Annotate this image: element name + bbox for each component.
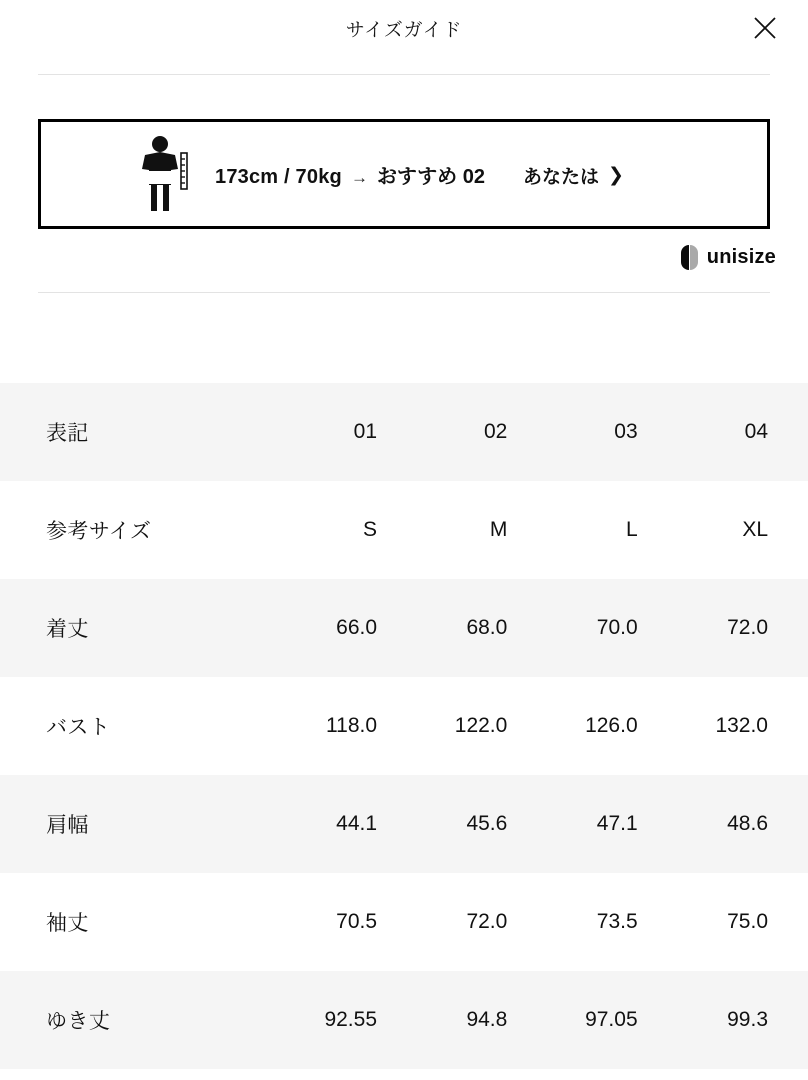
row-label: 着丈 xyxy=(46,618,89,641)
recommendation-text xyxy=(215,160,624,189)
user-measurement: 173cm / 70kg xyxy=(215,165,342,188)
table-row xyxy=(0,383,808,481)
your-size-link[interactable] xyxy=(523,162,624,189)
chevron-right-icon: ❯ xyxy=(607,164,624,186)
cell-value: 97.05 xyxy=(585,1008,638,1031)
modal-header xyxy=(0,0,808,56)
cell-value: M xyxy=(489,518,508,541)
cell-value: 132.0 xyxy=(715,714,768,737)
cell-value: 44.1 xyxy=(336,812,378,835)
cell-value: 47.1 xyxy=(596,812,638,835)
table-row xyxy=(0,579,808,677)
brand-name: unisize xyxy=(706,246,776,268)
cell-value: 70.5 xyxy=(336,910,378,933)
cell-value: 72.0 xyxy=(727,616,768,639)
cell-value: 68.0 xyxy=(466,616,508,639)
close-icon[interactable] xyxy=(748,11,782,45)
row-label: 参考サイズ xyxy=(46,520,152,543)
table-row xyxy=(0,971,808,1069)
recommendation-banner[interactable] xyxy=(38,119,770,229)
cell-value: 99.3 xyxy=(727,1008,768,1031)
cell-value: 92.55 xyxy=(324,1008,378,1031)
cell-value: S xyxy=(363,518,378,541)
cell-value: 73.5 xyxy=(596,910,638,933)
table-row xyxy=(0,481,808,579)
cell-value: 04 xyxy=(744,420,768,443)
cell-value: 48.6 xyxy=(727,812,768,835)
cell-value: 126.0 xyxy=(585,714,638,737)
cell-value: 66.0 xyxy=(336,616,378,639)
your-size-label: あなたは xyxy=(522,166,599,188)
person-measure-icon xyxy=(137,135,193,213)
row-label: ゆき丈 xyxy=(46,1010,111,1033)
header-divider xyxy=(38,74,770,75)
row-label: バスト xyxy=(46,716,111,739)
arrow-icon: → xyxy=(350,167,368,187)
table-row xyxy=(0,775,808,873)
cell-value: 03 xyxy=(614,420,638,443)
cell-value: 45.6 xyxy=(466,812,508,835)
cell-value: 75.0 xyxy=(727,910,768,933)
row-label: 表記 xyxy=(46,422,89,445)
cell-value: XL xyxy=(742,518,768,541)
row-label: 袖丈 xyxy=(46,912,89,935)
unisize-shield-icon xyxy=(681,245,698,270)
cell-value: 01 xyxy=(353,420,378,443)
table-row xyxy=(0,873,808,971)
cell-value: L xyxy=(625,518,638,541)
brand-row xyxy=(0,245,808,270)
page-title: サイズガイド xyxy=(345,19,463,41)
cell-value: 02 xyxy=(483,420,508,443)
cell-value: 72.0 xyxy=(466,910,508,933)
cell-value: 118.0 xyxy=(326,714,378,737)
cell-value: 94.8 xyxy=(466,1008,508,1031)
cell-value: 122.0 xyxy=(454,714,508,737)
row-label: 肩幅 xyxy=(46,814,89,837)
table-row xyxy=(0,677,808,775)
cell-value: 70.0 xyxy=(596,616,638,639)
size-table xyxy=(0,383,808,1069)
section-divider xyxy=(38,292,770,293)
recommend-section xyxy=(0,119,808,229)
recommended-size: おすすめ 02 xyxy=(376,165,485,188)
